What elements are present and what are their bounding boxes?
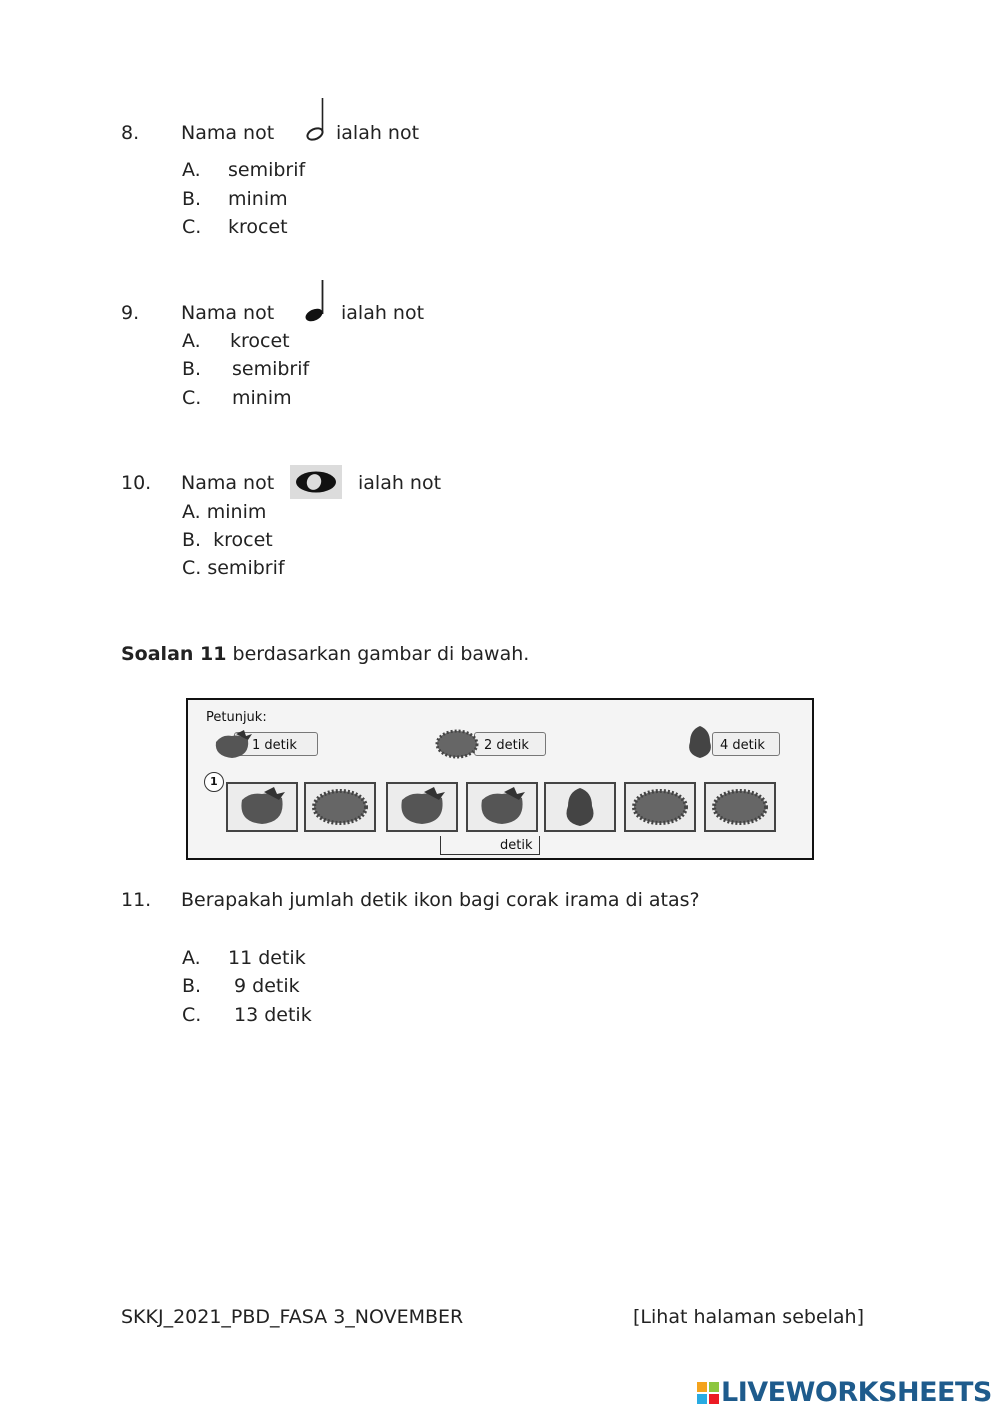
q8-option-b-text[interactable]: minim	[228, 188, 288, 210]
q9-option-b-letter: B.	[182, 358, 202, 380]
strawberry-icon	[228, 784, 296, 830]
q8-option-a-text[interactable]: semibrif	[228, 159, 306, 181]
liveworksheets-wordmark: LIVEWORKSHEETS	[721, 1377, 992, 1408]
sequence-cell	[466, 782, 538, 832]
strawberry-icon	[210, 728, 254, 760]
q9-option-c-letter: C.	[182, 387, 202, 409]
krocet-note-icon	[300, 278, 328, 324]
sequence-cell	[544, 782, 616, 832]
legend-3-label: 4 detik	[720, 738, 765, 753]
rambutan-icon	[306, 784, 374, 830]
q8-option-b-letter: B.	[182, 188, 202, 210]
q11-option-c-letter: C.	[182, 1004, 202, 1026]
pear-icon	[546, 784, 614, 830]
q8-option-a-letter: A.	[182, 159, 201, 181]
sequence-cell	[624, 782, 696, 832]
semibrif-note-icon	[290, 465, 342, 499]
q11-option-b-letter: B.	[182, 975, 202, 997]
intro-bold: Soalan 11	[121, 643, 227, 665]
liveworksheets-badge-icon	[697, 1382, 719, 1404]
q11-option-c-text[interactable]: 13 detik	[234, 1004, 312, 1026]
q9-option-c-text[interactable]: minim	[232, 387, 292, 409]
q9-option-a-text[interactable]: krocet	[230, 330, 290, 352]
sequence-cell	[304, 782, 376, 832]
q11-option-b-text[interactable]: 9 detik	[234, 975, 300, 997]
legend-2-label: 2 detik	[484, 738, 529, 753]
footer-next-page: [Lihat halaman sebelah]	[633, 1306, 865, 1328]
q9-option-a-letter: A.	[182, 330, 201, 352]
item-number: 1	[210, 775, 218, 788]
question-9-suffix: ialah not	[341, 302, 425, 324]
q11-option-a-text[interactable]: 11 detik	[228, 947, 306, 969]
rambutan-icon	[706, 784, 774, 830]
strawberry-icon	[468, 784, 536, 830]
footer-code: SKKJ_2021_PBD_FASA 3_NOVEMBER	[121, 1306, 464, 1328]
intro-rest: berdasarkan gambar di bawah.	[226, 643, 530, 665]
q8-option-c-text[interactable]: krocet	[228, 216, 288, 238]
sequence-cell	[226, 782, 298, 832]
sequence-cell	[386, 782, 458, 832]
question-11-number: 11.	[121, 889, 152, 911]
strawberry-icon	[388, 784, 456, 830]
legend-title: Petunjuk:	[206, 710, 267, 725]
question-8-number: 8.	[121, 122, 140, 144]
q10-option-b[interactable]: B. krocet	[182, 529, 273, 551]
sequence-cell	[704, 782, 776, 832]
minim-note-icon	[302, 96, 328, 142]
question-10-number: 10.	[121, 472, 152, 494]
answer-label: detik	[500, 838, 533, 853]
question-11-text: Berapakah jumlah detik ikon bagi corak irama di atas?	[181, 889, 700, 911]
q11-option-a-letter: A.	[182, 947, 201, 969]
q8-option-c-letter: C.	[182, 216, 202, 238]
q9-option-b-text[interactable]: semibrif	[232, 358, 310, 380]
legend-1-label: 1 detik	[252, 738, 297, 753]
question-11-intro	[121, 645, 529, 664]
question-9-prefix: Nama not	[181, 302, 275, 324]
question-10-suffix: ialah not	[358, 472, 442, 494]
rhythm-picture	[186, 698, 814, 860]
rambutan-icon	[626, 784, 694, 830]
question-8-prefix: Nama not	[181, 122, 275, 144]
question-8-suffix: ialah not	[336, 122, 420, 144]
question-9-number: 9.	[121, 302, 140, 324]
rambutan-icon	[434, 728, 480, 760]
question-10-prefix: Nama not	[181, 472, 275, 494]
q10-option-a[interactable]: A. minim	[182, 501, 267, 523]
q10-option-c[interactable]: C. semibrif	[182, 557, 285, 579]
pear-icon	[682, 724, 718, 760]
